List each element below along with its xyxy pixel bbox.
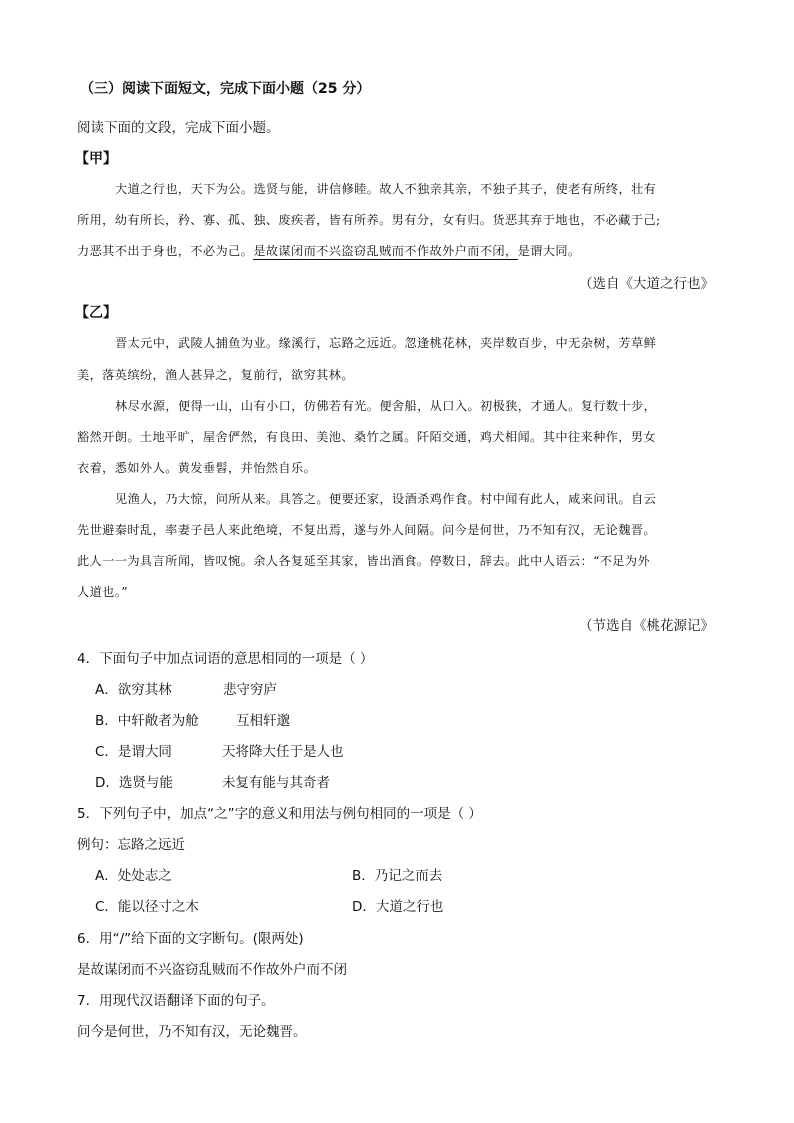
yi-line-7: 先世避秦时乱，率妻子邑人来此绝境，不复出焉，遂与外人间隔。问今是何世，乃不知有汉，无论魏晋。 bbox=[77, 523, 657, 537]
yi-line-2: 美，落英缤纷，渔人甚异之，复前行，欲穷其林。 bbox=[77, 368, 354, 382]
q4-option-c: C．是谓大同 bbox=[95, 744, 172, 760]
yi-line-6: 见渔人，乃大惊，问所从来。具答之。便要还家，设酒杀鸡作食。村中闻有此人，咸来问讯。自云 bbox=[115, 492, 657, 506]
yi-line-3: 林尽水源，便得一山，山有小口，仿佛若有光。便舍船，从口入。初极狭，才通人。复行数十步， bbox=[115, 399, 657, 413]
jia-label: 【甲】 bbox=[75, 151, 117, 167]
q6-stem: 6．用“/”给下面的文字断句。(限两处) bbox=[77, 931, 304, 947]
jia-line-3-tail: 是谓大同。 bbox=[517, 244, 581, 258]
yi-line-5: 衣着，悉如外人。黄发垂髫，并怡然自乐。 bbox=[77, 461, 317, 475]
q5-option-c: C．能以径寸之木 bbox=[95, 899, 199, 915]
q4-option-b: B．中轩敞者为舱 bbox=[95, 713, 199, 729]
underlined-sentence: 是故谋闭而不兴盗窃乱贼而不作故外户而不闭， bbox=[253, 244, 518, 258]
jia-line-1: 大道之行也，天下为公。选贤与能，讲信修睦。故人不独亲其亲，不独子其子，使老有所终，壮有 bbox=[115, 182, 657, 196]
q4-option-a-compare: 悲守穷庐 bbox=[223, 682, 277, 698]
q6-text: 是故谋闭而不兴盗窃乱贼而不作故外户而不闭 bbox=[77, 962, 347, 978]
yi-line-1: 晋太元中，武陵人捕鱼为业。缘溪行，忘路之远近。忽逢桃花林，夹岸数百步，中无杂树，芳草鲜 bbox=[115, 336, 657, 350]
q7-stem: 7．用现代汉语翻译下面的句子。 bbox=[77, 993, 275, 1009]
q4-option-c-compare: 天将降大任于是人也 bbox=[222, 744, 344, 760]
jia-source: （选自《大道之行也》 bbox=[579, 276, 714, 292]
q7-text: 问今是何世，乃不知有汉，无论魏晋。 bbox=[77, 1024, 307, 1040]
q4-option-a: A．欲穷其林 bbox=[95, 682, 172, 698]
q5-stem: 5．下列句子中，加点“之”字的意义和用法与例句相同的一项是（ ） bbox=[77, 806, 482, 822]
q4-option-d-compare: 未复有能与其奇者 bbox=[222, 775, 330, 791]
section-title: （三）阅读下面短文，完成下面小题（25 分） bbox=[80, 81, 371, 97]
yi-source: （节选自《桃花源记》 bbox=[579, 618, 714, 634]
q5-option-a: A．处处志之 bbox=[95, 868, 172, 884]
q4-stem: 4．下面句子中加点词语的意思相同的一项是（ ） bbox=[77, 651, 374, 667]
q4-option-b-compare: 互相轩邈 bbox=[236, 713, 290, 729]
yi-label: 【乙】 bbox=[75, 305, 117, 321]
jia-line-2: 所用，幼有所长，矜、寡、孤、独、废疾者，皆有所养。男有分，女有归。货恶其弃于地也，不必藏于己; bbox=[77, 213, 661, 227]
jia-line-3 bbox=[77, 242, 581, 259]
instruction: 阅读下面的文段，完成下面小题。 bbox=[77, 120, 280, 136]
yi-line-8: 此人一一为具言所闻，皆叹惋。余人各复延至其家，皆出酒食。停数日，辞去。此中人语云：“不足为外 bbox=[77, 554, 651, 568]
q4-option-d: D．选贤与能 bbox=[95, 775, 173, 791]
yi-line-4: 豁然开朗。土地平旷，屋舍俨然，有良田、美池、桑竹之属。阡陌交通，鸡犬相闻。其中往来种作，男女 bbox=[77, 430, 657, 444]
q5-option-d: D．大道之行也 bbox=[352, 899, 444, 915]
yi-line-9: 人道也。” bbox=[77, 585, 128, 599]
q5-example: 例句：忘路之远近 bbox=[77, 837, 185, 853]
jia-line-3-text: 力恶其不出于身也，不必为己。 bbox=[77, 244, 254, 258]
q5-option-b: B．乃记之而去 bbox=[352, 868, 443, 884]
